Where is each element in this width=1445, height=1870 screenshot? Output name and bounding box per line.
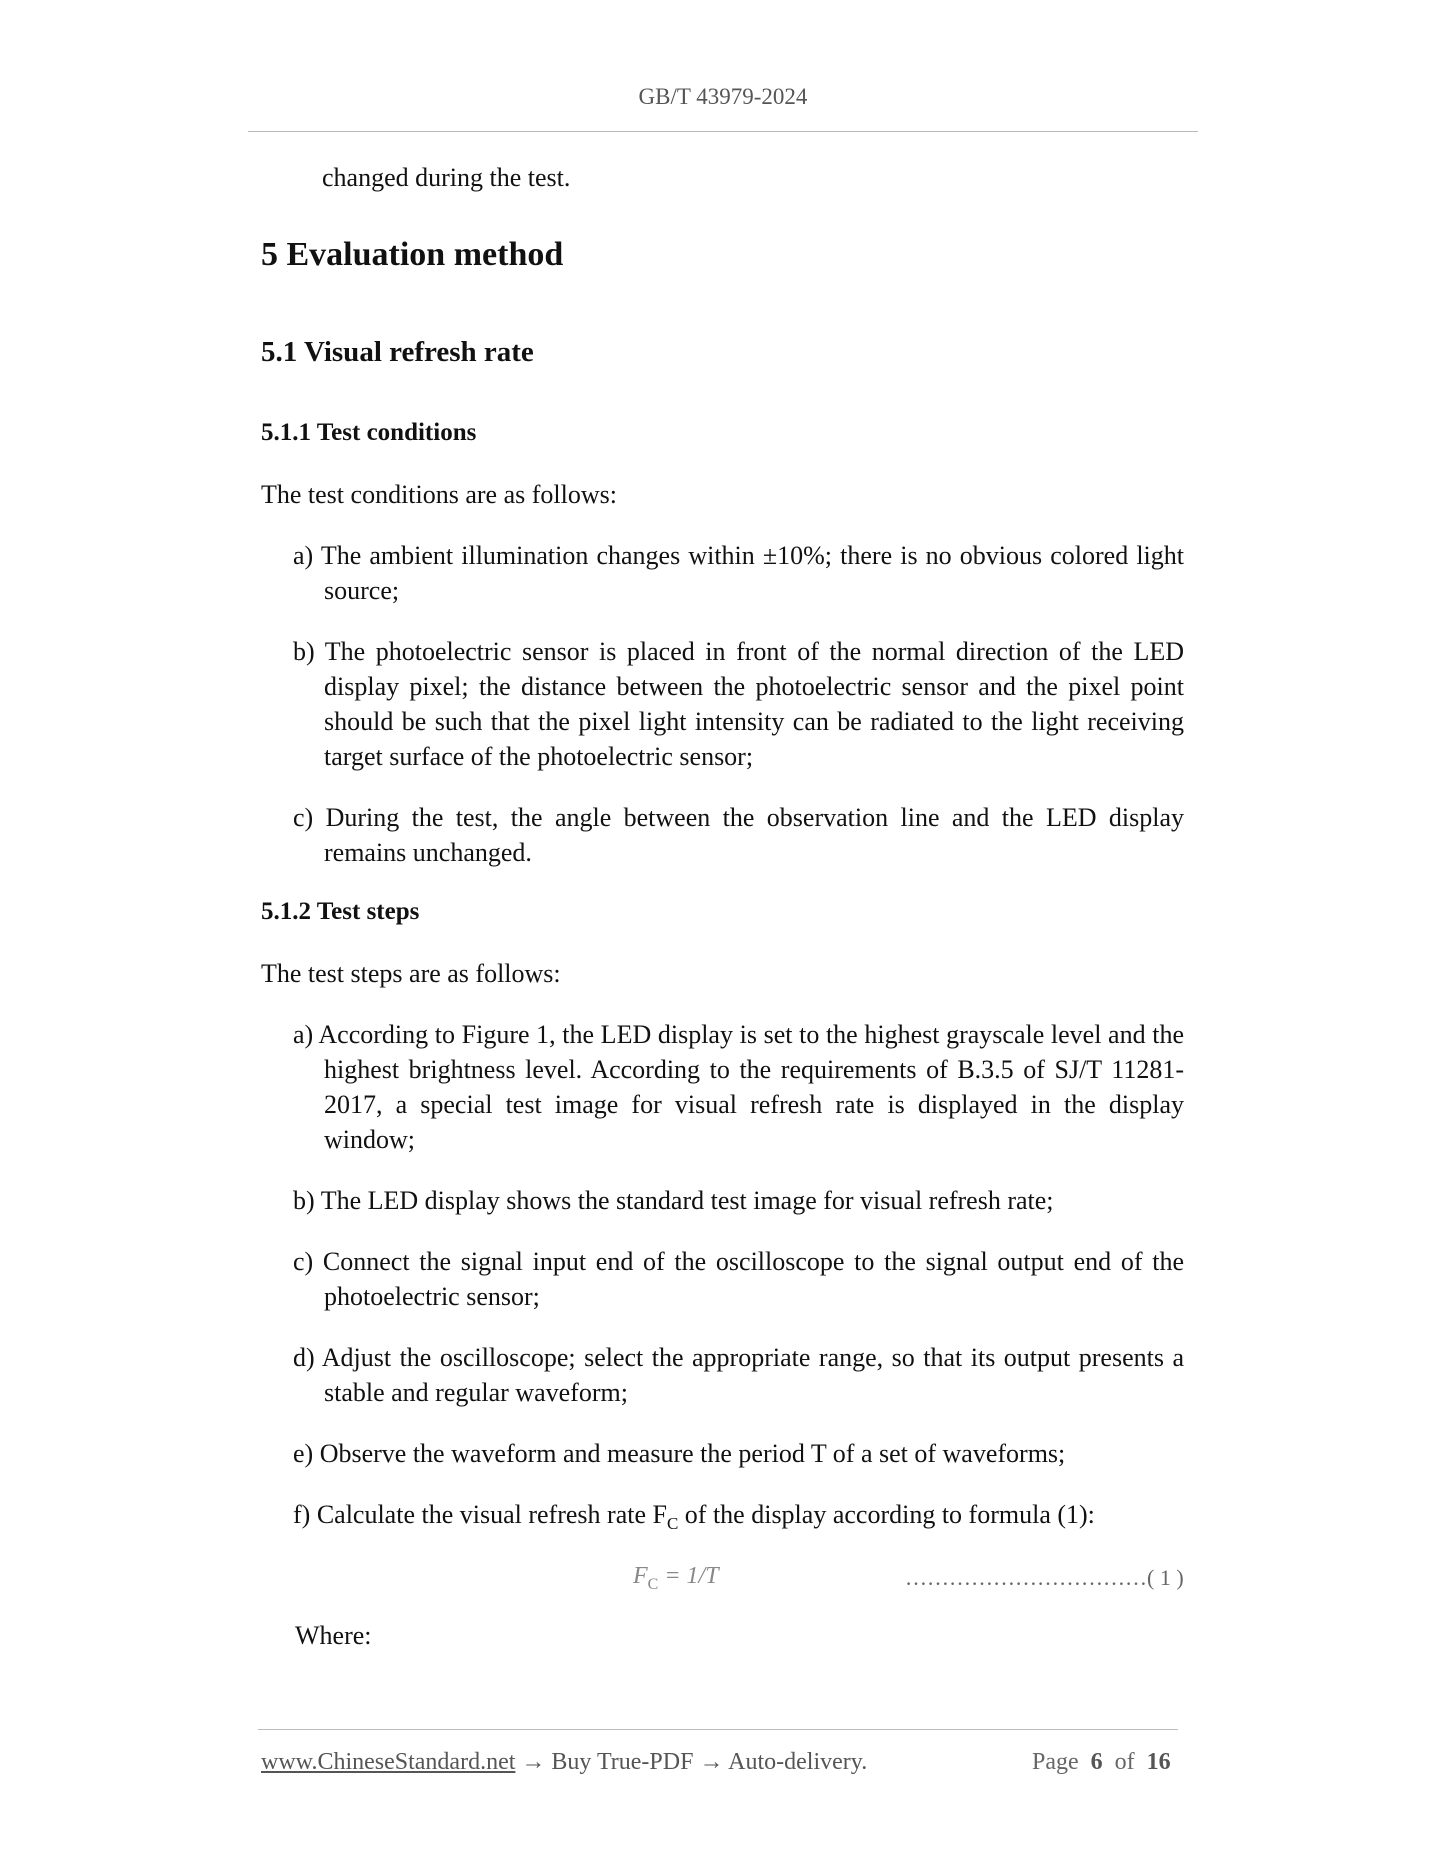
current-page: 6 [1090, 1749, 1103, 1775]
footer-divider [258, 1729, 1178, 1730]
test-conditions-intro: The test conditions are as follows: [261, 480, 617, 509]
condition-item-a: a) The ambient illumination changes within ±10%; there is no obvious colored light source; [293, 541, 1184, 605]
step-item-f-prefix: f) Calculate the visual refresh rate F [293, 1500, 667, 1529]
continuation-text: changed during the test. [322, 163, 571, 192]
step-item-d: d) Adjust the oscilloscope; select the appropriate range, so that its output presents a stable and regular waveform; [293, 1343, 1184, 1407]
formula-leader-dots: …………………………… [905, 1565, 1147, 1590]
arrow-2: → [693, 1749, 729, 1775]
test-steps-intro: The test steps are as follows: [261, 959, 561, 988]
section-5-1-heading: 5.1 Visual refresh rate [261, 336, 534, 368]
buy-true-pdf-text: Buy True-PDF [551, 1749, 694, 1775]
formula-number [905, 1565, 1185, 1591]
formula-variable: F [633, 1563, 648, 1589]
arrow-1: → [515, 1749, 552, 1775]
condition-item-b: b) The photoelectric sensor is placed in front of the normal direction of the LED display pixel; the distance between the photoelectric sensor and the pixel point should be such that the pixel light intensity can be radiated to the light receiving target surface of the photoelectric sensor; [293, 637, 1184, 771]
step-item-b: b) The LED display shows the standard test image for visual refresh rate; [293, 1186, 1054, 1215]
chinese-standard-link[interactable]: www.ChineseStandard.net [261, 1749, 516, 1775]
step-item-c: c) Connect the signal input end of the oscilloscope to the signal output end of the photoelectric sensor; [293, 1247, 1184, 1311]
formula-subscript: C [647, 1575, 659, 1593]
condition-item-c: c) During the test, the angle between the observation line and the LED display remains unchanged. [293, 803, 1184, 867]
of-label: of [1114, 1749, 1135, 1775]
step-item-f-subscript: C [666, 1514, 679, 1534]
document-id-header: GB/T 43979-2024 [638, 84, 808, 109]
total-pages: 16 [1146, 1749, 1171, 1775]
formula-rhs: = 1/T [658, 1563, 719, 1589]
page-number [1032, 1749, 1171, 1776]
auto-delivery-text: Auto-delivery. [728, 1749, 868, 1775]
page-label: Page [1032, 1749, 1079, 1775]
step-item-a: a) According to Figure 1, the LED display is set to the highest grayscale level and the highest brightness level. According to the requirements of B.3.5 of SJ/T 11281-2017, a special test image for visual refresh rate is displayed in the display window; [293, 1020, 1184, 1154]
section-5-1-1-heading: 5.1.1 Test conditions [261, 419, 477, 446]
section-5-1-2-heading: 5.1.2 Test steps [261, 898, 420, 925]
step-item-f-suffix: of the display according to formula (1): [678, 1500, 1095, 1529]
where-label: Where: [295, 1621, 372, 1650]
formula-number-label: ( 1 ) [1147, 1565, 1184, 1590]
footer-promo [261, 1749, 867, 1776]
section-5-heading: 5 Evaluation method [261, 236, 564, 273]
step-item-e: e) Observe the waveform and measure the period T of a set of waveforms; [293, 1439, 1066, 1468]
header-divider [248, 131, 1198, 132]
formula-1 [633, 1563, 719, 1594]
step-item-f [293, 1497, 1184, 1541]
